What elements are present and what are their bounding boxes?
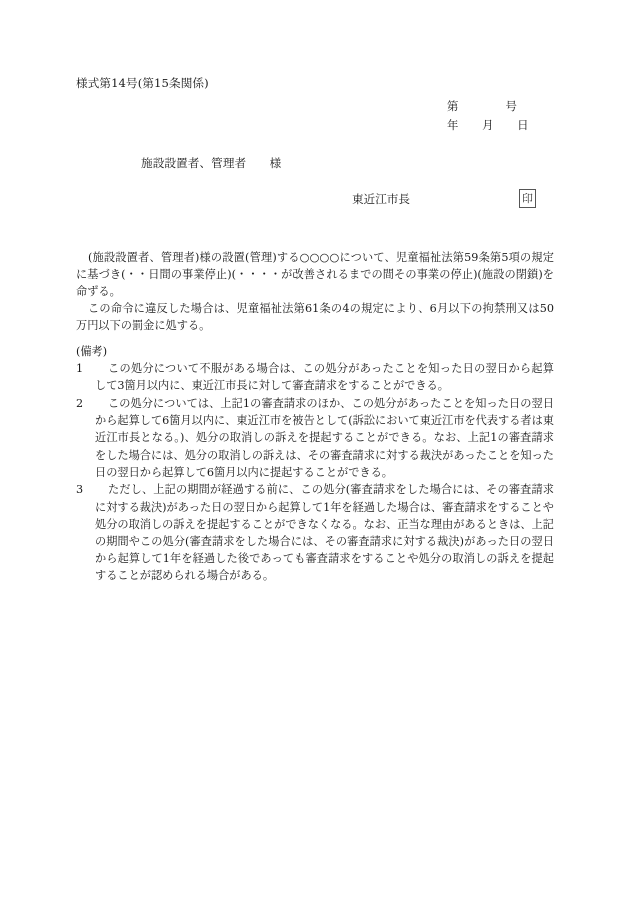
- note-number: 1: [76, 362, 84, 375]
- addressee-line: 施設設置者、管理者 様: [141, 156, 282, 170]
- penalty-paragraph: この命令に違反した場合は、児童福祉法第61条の4の規定により、6月以下の拘禁刑又は50万円以下の罰金に処する。: [76, 302, 554, 333]
- issuer-row: [352, 191, 552, 213]
- note-text: この処分について不服がある場合は、この処分があったことを知った日の翌日から起算して3箇月以内に、東近江市長に対して審査請求をすることができる。: [95, 362, 554, 393]
- document-date-field: 年 月 日: [447, 118, 529, 132]
- note-item: [76, 481, 554, 584]
- note-item: [76, 395, 554, 481]
- issuer-name: 東近江市長: [352, 192, 410, 206]
- note-number: 2: [76, 396, 84, 410]
- notes-list: [76, 360, 554, 585]
- document-number-field: 第 号: [447, 99, 518, 113]
- order-paragraph: (施設設置者、管理者)様の設置(管理)する○○○○について、児童福祉法第59条第5項の規定に基づき(・・日間の事業停止)(・・・・が改善されるまでの間その事業の停止)(施設の閉鎖)を命ずる。: [76, 251, 554, 299]
- note-item: [76, 360, 554, 394]
- form-number-label: 様式第14号(第15条関係): [76, 76, 209, 90]
- note-number: 3: [76, 483, 84, 497]
- note-text: この処分については、上記1の審査請求のほか、この処分があったことを知った日の翌日から起算して6箇月以内に、東近江市を被告として(訴訟において東近江市を代表する者は東近江市長となる。)、処分の取消しの訴えを提起することができる。なお、上記1の審査請求をした場合には、処分の取消しの訴えは、その審査請求に対する裁決があったことを知った日の翌日から起算して6箇月以内に提起することができる。: [95, 396, 554, 479]
- note-text: ただし、上記の期間が経過する前に、この処分(審査請求をした場合には、その審査請求に対する裁決)があった日の翌日から起算して1年を経過した場合は、審査請求をすることや処分の取消しの訴えを提起することができなくなる。なお、正当な理由があるときは、上記の期間やこの処分(審査請求をした場合には、その審査請求に対する裁決)があった日の翌日から起算して1年を経過した後であっても審査請求をすることや処分の取消しの訴えを提起することが認められる場合がある。: [95, 483, 554, 583]
- notes-section-label: (備考): [76, 345, 108, 358]
- seal-stamp-box: 印: [519, 189, 536, 208]
